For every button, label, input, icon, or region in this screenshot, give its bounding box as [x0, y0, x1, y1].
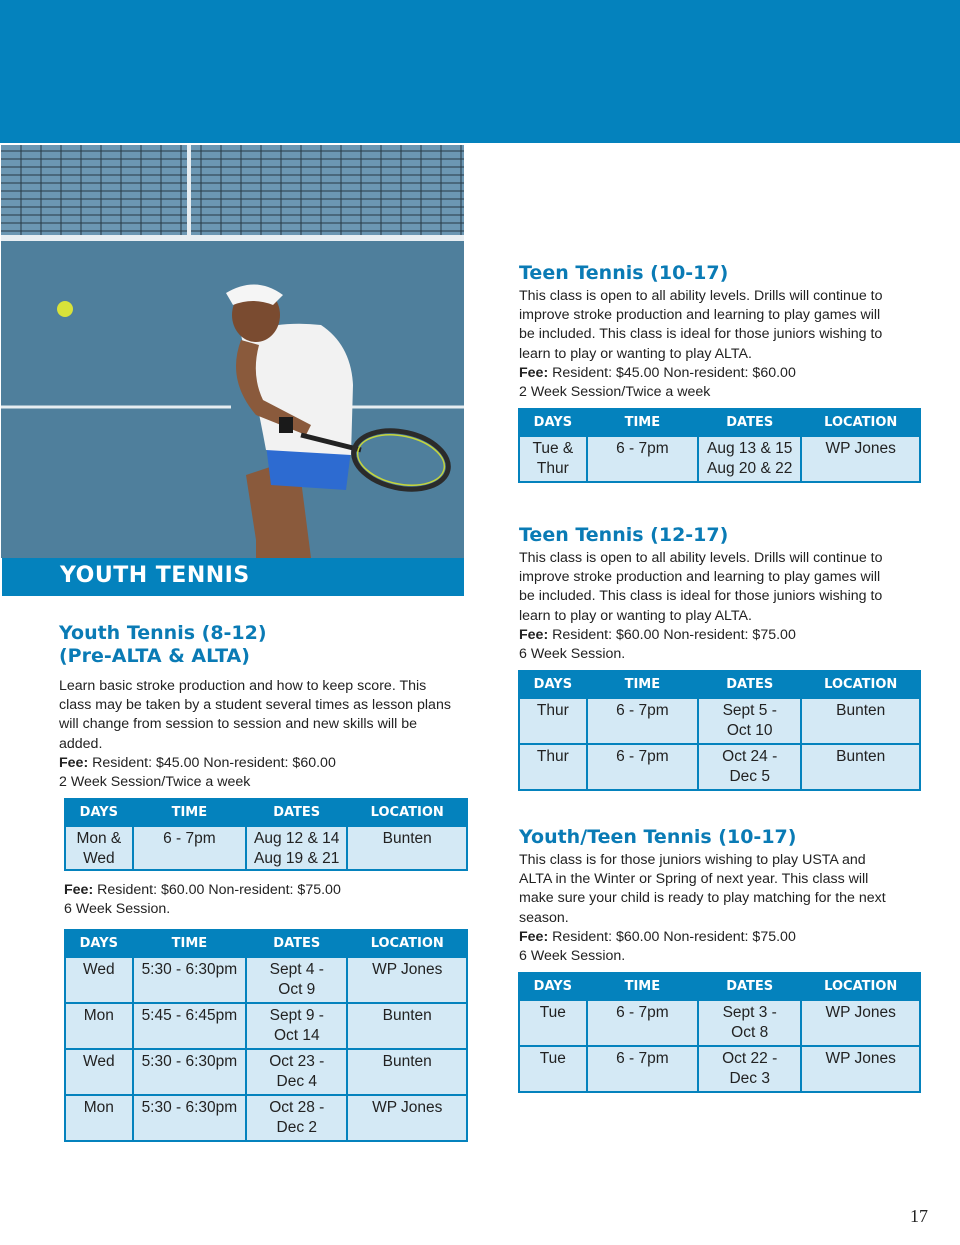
fee-value: Resident: $45.00 Non-resident: $60.00 — [548, 364, 796, 381]
schedule-table — [518, 408, 921, 483]
col-days: DAYS — [65, 930, 133, 957]
cell-days: Thur — [519, 698, 587, 744]
session-text: 2 Week Session/Twice a week — [519, 384, 711, 401]
col-time: TIME — [133, 799, 246, 826]
col-dates: DATES — [698, 671, 801, 698]
session-text: 6 Week Session. — [64, 901, 171, 918]
section-title: Teen Tennis (12-17) — [519, 524, 729, 546]
cell-dates: Sept 3 - Oct 8 — [698, 1000, 801, 1046]
cell-dates: Aug 12 & 14 Aug 19 & 21 — [246, 826, 347, 870]
col-time: TIME — [587, 409, 698, 436]
session-text: 6 Week Session. — [519, 646, 626, 663]
table-row — [65, 826, 467, 870]
col-location: LOCATION — [801, 671, 920, 698]
cell-dates: Oct 24 - Dec 5 — [698, 744, 801, 790]
schedule-table — [518, 670, 921, 791]
col-location: LOCATION — [347, 930, 467, 957]
table-row — [519, 1046, 920, 1092]
section-title: Youth Tennis (8-12) — [59, 622, 267, 644]
cell-location: WP Jones — [801, 1046, 920, 1092]
cell-days: Tue — [519, 1000, 587, 1046]
table-header — [65, 799, 467, 826]
fee-text — [59, 754, 459, 773]
schedule-table — [518, 972, 921, 1093]
fee-label: Fee: — [59, 754, 89, 771]
col-time: TIME — [133, 930, 246, 957]
cell-time: 6 - 7pm — [133, 826, 246, 870]
header-bar — [0, 0, 960, 143]
description-line: improve stroke production and learning to play games will — [519, 307, 881, 324]
cell-time: 5:45 - 6:45pm — [133, 1003, 246, 1049]
cell-dates: Oct 28 - Dec 2 — [246, 1095, 347, 1141]
cell-location: WP Jones — [347, 957, 467, 1003]
cell-days: Tue & Thur — [519, 436, 587, 482]
youth-fee-block — [64, 881, 464, 919]
description-line: Learn basic stroke production and how to keep score. This — [59, 678, 427, 694]
col-dates: DATES — [698, 409, 801, 436]
description-line: learn to play or wanting to play ALTA. — [519, 607, 752, 624]
cell-time: 6 - 7pm — [587, 436, 698, 482]
table-row — [519, 744, 920, 790]
cell-time: 6 - 7pm — [587, 1000, 698, 1046]
section-banner — [2, 558, 464, 596]
col-time: TIME — [587, 973, 698, 1000]
col-days: DAYS — [65, 799, 133, 826]
table-row — [65, 1049, 467, 1095]
fee-value: Resident: $60.00 Non-resident: $75.00 — [93, 882, 341, 898]
youth-tennis-section — [59, 622, 459, 792]
description-line: be included. This class is ideal for those juniors wishing to — [519, 326, 883, 343]
fee-value: Resident: $60.00 Non-resident: $75.00 — [548, 626, 796, 643]
description-line: season. — [519, 909, 569, 926]
col-days: DAYS — [519, 671, 587, 698]
session-text: 2 Week Session/Twice a week — [59, 774, 251, 791]
description-line: This class is open to all ability levels. Drills will continue to — [519, 550, 883, 566]
table-row — [65, 957, 467, 1003]
cell-dates: Oct 23 - Dec 4 — [246, 1049, 347, 1095]
description-line: make sure your child is ready to play matching for the next — [519, 890, 886, 907]
session-text: 6 Week Session. — [519, 948, 626, 965]
description-line: improve stroke production and learning to play games will — [519, 569, 881, 586]
section-subtitle: (Pre-ALTA & ALTA) — [59, 645, 250, 667]
table-header — [65, 930, 467, 957]
table-header — [519, 973, 920, 1000]
col-days: DAYS — [519, 973, 587, 1000]
cell-time: 5:30 - 6:30pm — [133, 1049, 246, 1095]
fee-label: Fee: — [64, 882, 94, 898]
table-row — [65, 1095, 467, 1141]
cell-location: WP Jones — [347, 1095, 467, 1141]
youth-teen-tennis-section — [519, 826, 939, 966]
fee-text — [64, 881, 464, 900]
cell-location: WP Jones — [801, 436, 920, 482]
cell-dates: Sept 5 - Oct 10 — [698, 698, 801, 744]
description-line: This class is for those juniors wishing to play USTA and — [519, 852, 866, 868]
cell-days: Mon & Wed — [65, 826, 133, 870]
fee-text — [519, 364, 939, 383]
cell-days: Mon — [65, 1095, 133, 1141]
cell-days: Wed — [65, 957, 133, 1003]
col-dates: DATES — [698, 973, 801, 1000]
cell-days: Thur — [519, 744, 587, 790]
table-row — [65, 1003, 467, 1049]
fee-value: Resident: $60.00 Non-resident: $75.00 — [548, 928, 796, 945]
teen-tennis-12-17-section — [519, 524, 939, 664]
table-row — [519, 698, 920, 744]
cell-time: 5:30 - 6:30pm — [133, 1095, 246, 1141]
description-line: will change from session to session and new skills will be — [59, 716, 417, 733]
cell-location: Bunten — [347, 1049, 467, 1095]
table-header — [519, 409, 920, 436]
fee-text — [519, 928, 939, 947]
cell-location: WP Jones — [801, 1000, 920, 1046]
cell-location: Bunten — [801, 698, 920, 744]
cell-dates: Sept 4 - Oct 9 — [246, 957, 347, 1003]
col-location: LOCATION — [347, 799, 467, 826]
page-number: 17 — [910, 1206, 928, 1226]
table-header — [519, 671, 920, 698]
col-location: LOCATION — [801, 973, 920, 1000]
cell-dates: Oct 22 - Dec 3 — [698, 1046, 801, 1092]
schedule-table — [64, 798, 468, 871]
col-location: LOCATION — [801, 409, 920, 436]
banner-title: YOUTH TENNIS — [60, 563, 250, 588]
cell-time: 6 - 7pm — [587, 698, 698, 744]
cell-location: Bunten — [801, 744, 920, 790]
cell-dates: Sept 9 - Oct 14 — [246, 1003, 347, 1049]
cell-time: 6 - 7pm — [587, 744, 698, 790]
fee-label: Fee: — [519, 626, 549, 643]
cell-days: Tue — [519, 1046, 587, 1092]
description-line: learn to play or wanting to play ALTA. — [519, 345, 752, 362]
description-line: This class is open to all ability levels. Drills will continue to — [519, 288, 883, 304]
fee-label: Fee: — [519, 364, 549, 381]
description-line: added. — [59, 735, 103, 752]
cell-days: Wed — [65, 1049, 133, 1095]
section-title: Youth/Teen Tennis (10-17) — [519, 826, 797, 848]
col-time: TIME — [587, 671, 698, 698]
schedule-table — [64, 929, 468, 1142]
cell-location: Bunten — [347, 1003, 467, 1049]
cell-location: Bunten — [347, 826, 467, 870]
fee-value: Resident: $45.00 Non-resident: $60.00 — [88, 754, 336, 771]
col-days: DAYS — [519, 409, 587, 436]
table-row — [519, 1000, 920, 1046]
col-dates: DATES — [246, 799, 347, 826]
description-line: ALTA in the Winter or Spring of next year. This class will — [519, 871, 869, 888]
cell-time: 5:30 - 6:30pm — [133, 957, 246, 1003]
description-line: class may be taken by a student several times as lesson plans — [59, 697, 451, 714]
cell-days: Mon — [65, 1003, 133, 1049]
col-dates: DATES — [246, 930, 347, 957]
table-row — [519, 436, 920, 482]
description-line: be included. This class is ideal for those juniors wishing to — [519, 588, 883, 605]
teen-tennis-10-17-section — [519, 262, 939, 402]
cell-time: 6 - 7pm — [587, 1046, 698, 1092]
tennis-player-photo — [1, 145, 464, 558]
fee-text — [519, 626, 939, 645]
fee-label: Fee: — [519, 928, 549, 945]
section-title: Teen Tennis (10-17) — [519, 262, 729, 284]
cell-dates: Aug 13 & 15 Aug 20 & 22 — [698, 436, 801, 482]
